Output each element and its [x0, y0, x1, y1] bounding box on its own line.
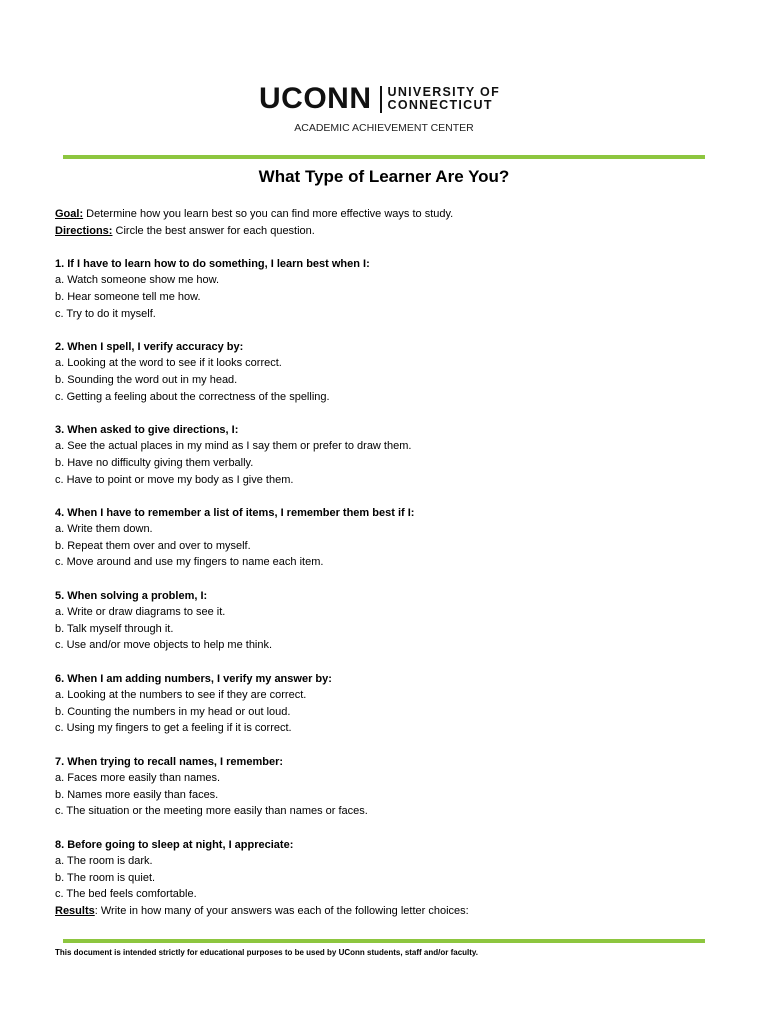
document-body: [55, 206, 715, 920]
logo-line1: UNIVERSITY OF: [387, 85, 501, 99]
answer-option[interactable]: c. Move around and use my fingers to name each item.: [55, 556, 324, 569]
question-block: [55, 671, 715, 737]
answer-option[interactable]: a. Looking at the numbers to see if they are correct.: [55, 689, 307, 702]
question-text: 5. When solving a problem, I:: [55, 589, 208, 602]
goal-text: Determine how you learn best so you can find more effective ways to study.: [83, 208, 454, 220]
question-text: 8. Before going to sleep at night, I appreciate:: [55, 838, 294, 851]
answer-option[interactable]: b. Hear someone tell me how.: [55, 290, 201, 303]
results-line: [55, 903, 715, 920]
answer-option[interactable]: c. Getting a feeling about the correctness of the spelling.: [55, 390, 330, 403]
goal-label: Goal:: [55, 208, 84, 220]
question-block: [55, 837, 715, 903]
question-text: 3. When asked to give directions, I:: [55, 423, 239, 436]
results-label: Results: [55, 904, 95, 917]
answer-option[interactable]: b. Have no difficulty giving them verbally.: [55, 456, 254, 469]
uconn-logo: [259, 84, 500, 114]
answer-option[interactable]: b. Counting the numbers in my head or out loud.: [55, 705, 291, 718]
answer-option[interactable]: c. Using my fingers to get a feeling if it is correct.: [55, 722, 292, 735]
logo-university-name: [388, 86, 501, 112]
answer-option[interactable]: a. Faces more easily than names.: [55, 772, 221, 785]
question-block: [55, 505, 715, 571]
question-block: [55, 754, 715, 820]
question-block: [55, 422, 715, 488]
question-block: [55, 339, 715, 405]
directions-label: Directions:: [55, 224, 113, 237]
answer-option[interactable]: b. Repeat them over and over to myself.: [55, 539, 251, 552]
question-text: 1. If I have to learn how to do something, I learn best when I:: [55, 257, 370, 270]
answer-option[interactable]: c. Try to do it myself.: [55, 307, 156, 320]
answer-option[interactable]: a. See the actual places in my mind as I say them or prefer to draw them.: [55, 440, 412, 453]
question-block: [55, 588, 715, 654]
question-text: 7. When trying to recall names, I remember:: [55, 755, 284, 768]
question-list: [55, 256, 715, 903]
directions-text: Circle the best answer for each question.: [112, 224, 315, 237]
answer-option[interactable]: c. The bed feels comfortable.: [55, 888, 197, 901]
answer-option[interactable]: a. Write or draw diagrams to see it.: [55, 606, 226, 619]
question-text: 2. When I spell, I verify accuracy by:: [55, 340, 244, 353]
results-text: : Write in how many of your answers was each of the following letter choices:: [94, 904, 469, 917]
answer-option[interactable]: c. Have to point or move my body as I give them.: [55, 473, 294, 486]
logo-divider: [380, 86, 382, 113]
question-text: 4. When I have to remember a list of items, I remember them best if I:: [55, 506, 415, 519]
top-divider: [63, 155, 705, 159]
center-name: ACADEMIC ACHIEVEMENT CENTER: [294, 122, 474, 134]
answer-option[interactable]: a. Looking at the word to see if it looks correct.: [55, 357, 282, 370]
page-title: What Type of Learner Are You?: [258, 167, 510, 186]
answer-option[interactable]: a. The room is dark.: [55, 855, 153, 868]
answer-option[interactable]: b. Sounding the word out in my head.: [55, 373, 238, 386]
directions-line: [55, 223, 715, 240]
goal-line: [55, 206, 715, 223]
logo-line2: CONNECTICUT: [387, 98, 493, 112]
question-text: 6. When I am adding numbers, I verify my answer by:: [55, 672, 332, 685]
question-block: [55, 256, 715, 322]
answer-option[interactable]: c. Use and/or move objects to help me think.: [55, 639, 273, 652]
answer-option[interactable]: b. Names more easily than faces.: [55, 788, 219, 801]
answer-option[interactable]: a. Write them down.: [55, 523, 153, 536]
answer-option[interactable]: b. Talk myself through it.: [55, 622, 174, 635]
bottom-divider: [63, 939, 705, 943]
footer-disclaimer: This document is intended strictly for educational purposes to be used by UConn students, staff and/or faculty.: [55, 948, 479, 957]
answer-option[interactable]: a. Watch someone show me how.: [55, 274, 220, 287]
answer-option[interactable]: b. The room is quiet.: [55, 871, 156, 884]
answer-option[interactable]: c. The situation or the meeting more easily than names or faces.: [55, 805, 368, 818]
logo-wordmark: UCONN: [259, 82, 372, 115]
